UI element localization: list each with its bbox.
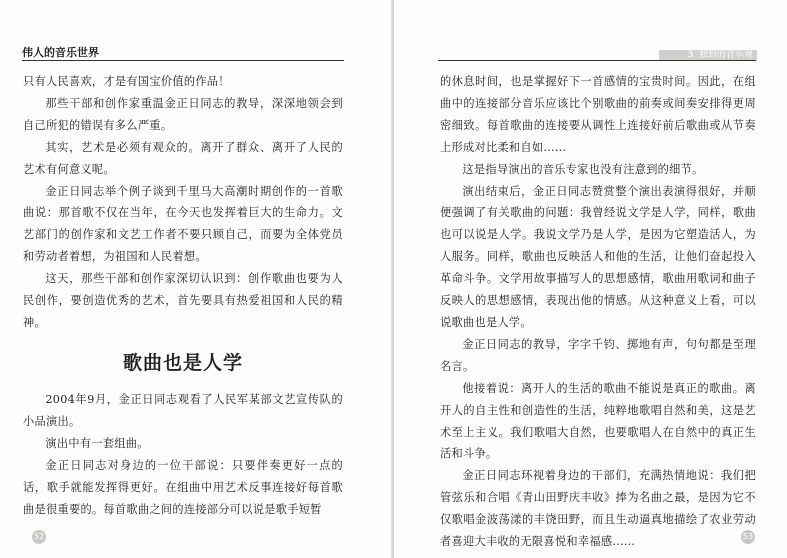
paragraph: 演出中有一套组曲。: [45, 436, 149, 450]
paragraph: 金正日同志的教导，字字千钧、掷地有声，句句都是至理名言。: [440, 337, 756, 373]
paragraph: 金正日同志环视着身边的干部们，充满热情地说：我们把管弦乐和合唱《青山田野庆丰收》捧为名曲之最，是因为它不仅歌唱金波荡漾的丰饶田野，而且生动逼真地描绘了农业劳动者喜迎大丰收的无限喜悦和幸福感……: [440, 469, 756, 549]
header-rule: [438, 60, 756, 61]
paragraph: 演出结束后，金正日同志赞赏整个演出表演得很好，并顺便强调了有关歌曲的问题：我曾经说文学是人学，同样，歌曲也可以说是人学。我说文学乃是人学，是因为它塑造活人，为人服务。同样，歌曲也反映活人和他的生活，让他们奋起投入革命斗争。文学用故事描写人的思想感情，歌曲用歌词和曲子反映人的思想感情，表现出他的情感。从这种意义上看，可以说歌曲也是人学。: [440, 184, 756, 329]
paragraph: 其实，艺术是必须有观众的。离开了群众、离开了人民的艺术有何意义呢。: [23, 140, 343, 176]
paragraph: 他接着说：离开人的生活的歌曲不能说是真正的歌曲。离开人的自主性和创造性的生活，纯粹地歌唱自然和美，这是艺术至上主义。我们歌唱大自然，也要歌唱人在自然中的真正生活和斗争。: [440, 381, 756, 461]
right-page: [394, 0, 787, 558]
paragraph: 那些干部和创作家重温金正日同志的教导，深深地领会到自己所犯的错误有多么严重。: [23, 96, 343, 132]
paragraph: 金正日同志举个例子谈到千里马大高潮时期创作的一首歌曲说：那首歌不仅在当年，在今天也发挥着巨大的生命力。文艺部门的创作家和文艺工作者不要只顾自己，而要为全体党员和劳动者着想，为祖国和人民着想。: [23, 184, 343, 264]
section-title: 歌曲也是人学: [122, 352, 243, 374]
page-number: 52: [32, 530, 46, 544]
paragraph: 的休息时间，也是掌握好下一首感情的宝贵时间。因此，在组曲中的连接部分音乐应该比个别歌曲的前奏或间奏安排得更周密细致。每首歌曲的连接要从调性上连接好前后歌曲或从节奏上形成对比柔和自如……: [440, 75, 756, 154]
paragraph: 2004年9月，金正日同志观看了人民军某部文艺宣传队的小品演出。: [23, 393, 343, 428]
left-text-top: [23, 71, 343, 334]
page-number: 53: [741, 530, 755, 544]
left-text-bottom: [23, 389, 343, 520]
left-page: [0, 0, 393, 558]
right-text: [440, 71, 756, 553]
paragraph: 金正日同志对身边的一位干部说：只要伴奏更好一点的话，歌手就能发挥得更好。在组曲中用艺术反事连接好每首歌曲是很重要的。每首歌曲之间的连接部分可以说是歌手短暂: [23, 458, 343, 516]
paragraph: 这天，那些干部和创作家深切认识到：创作歌曲也要为人民创作，要创造优秀的艺术，首先要具有热爱祖国和人民的精神。: [23, 272, 343, 329]
paragraph: 只有人民喜欢，才是有国宝价值的作品！: [23, 75, 230, 88]
running-tab: 3. 独到的音乐观: [659, 50, 757, 61]
paragraph: 这是指导演出的音乐专家也没有注意到的细节。: [462, 162, 704, 176]
header-rule: [22, 60, 344, 61]
running-head: 伟人的音乐世界: [22, 46, 99, 59]
